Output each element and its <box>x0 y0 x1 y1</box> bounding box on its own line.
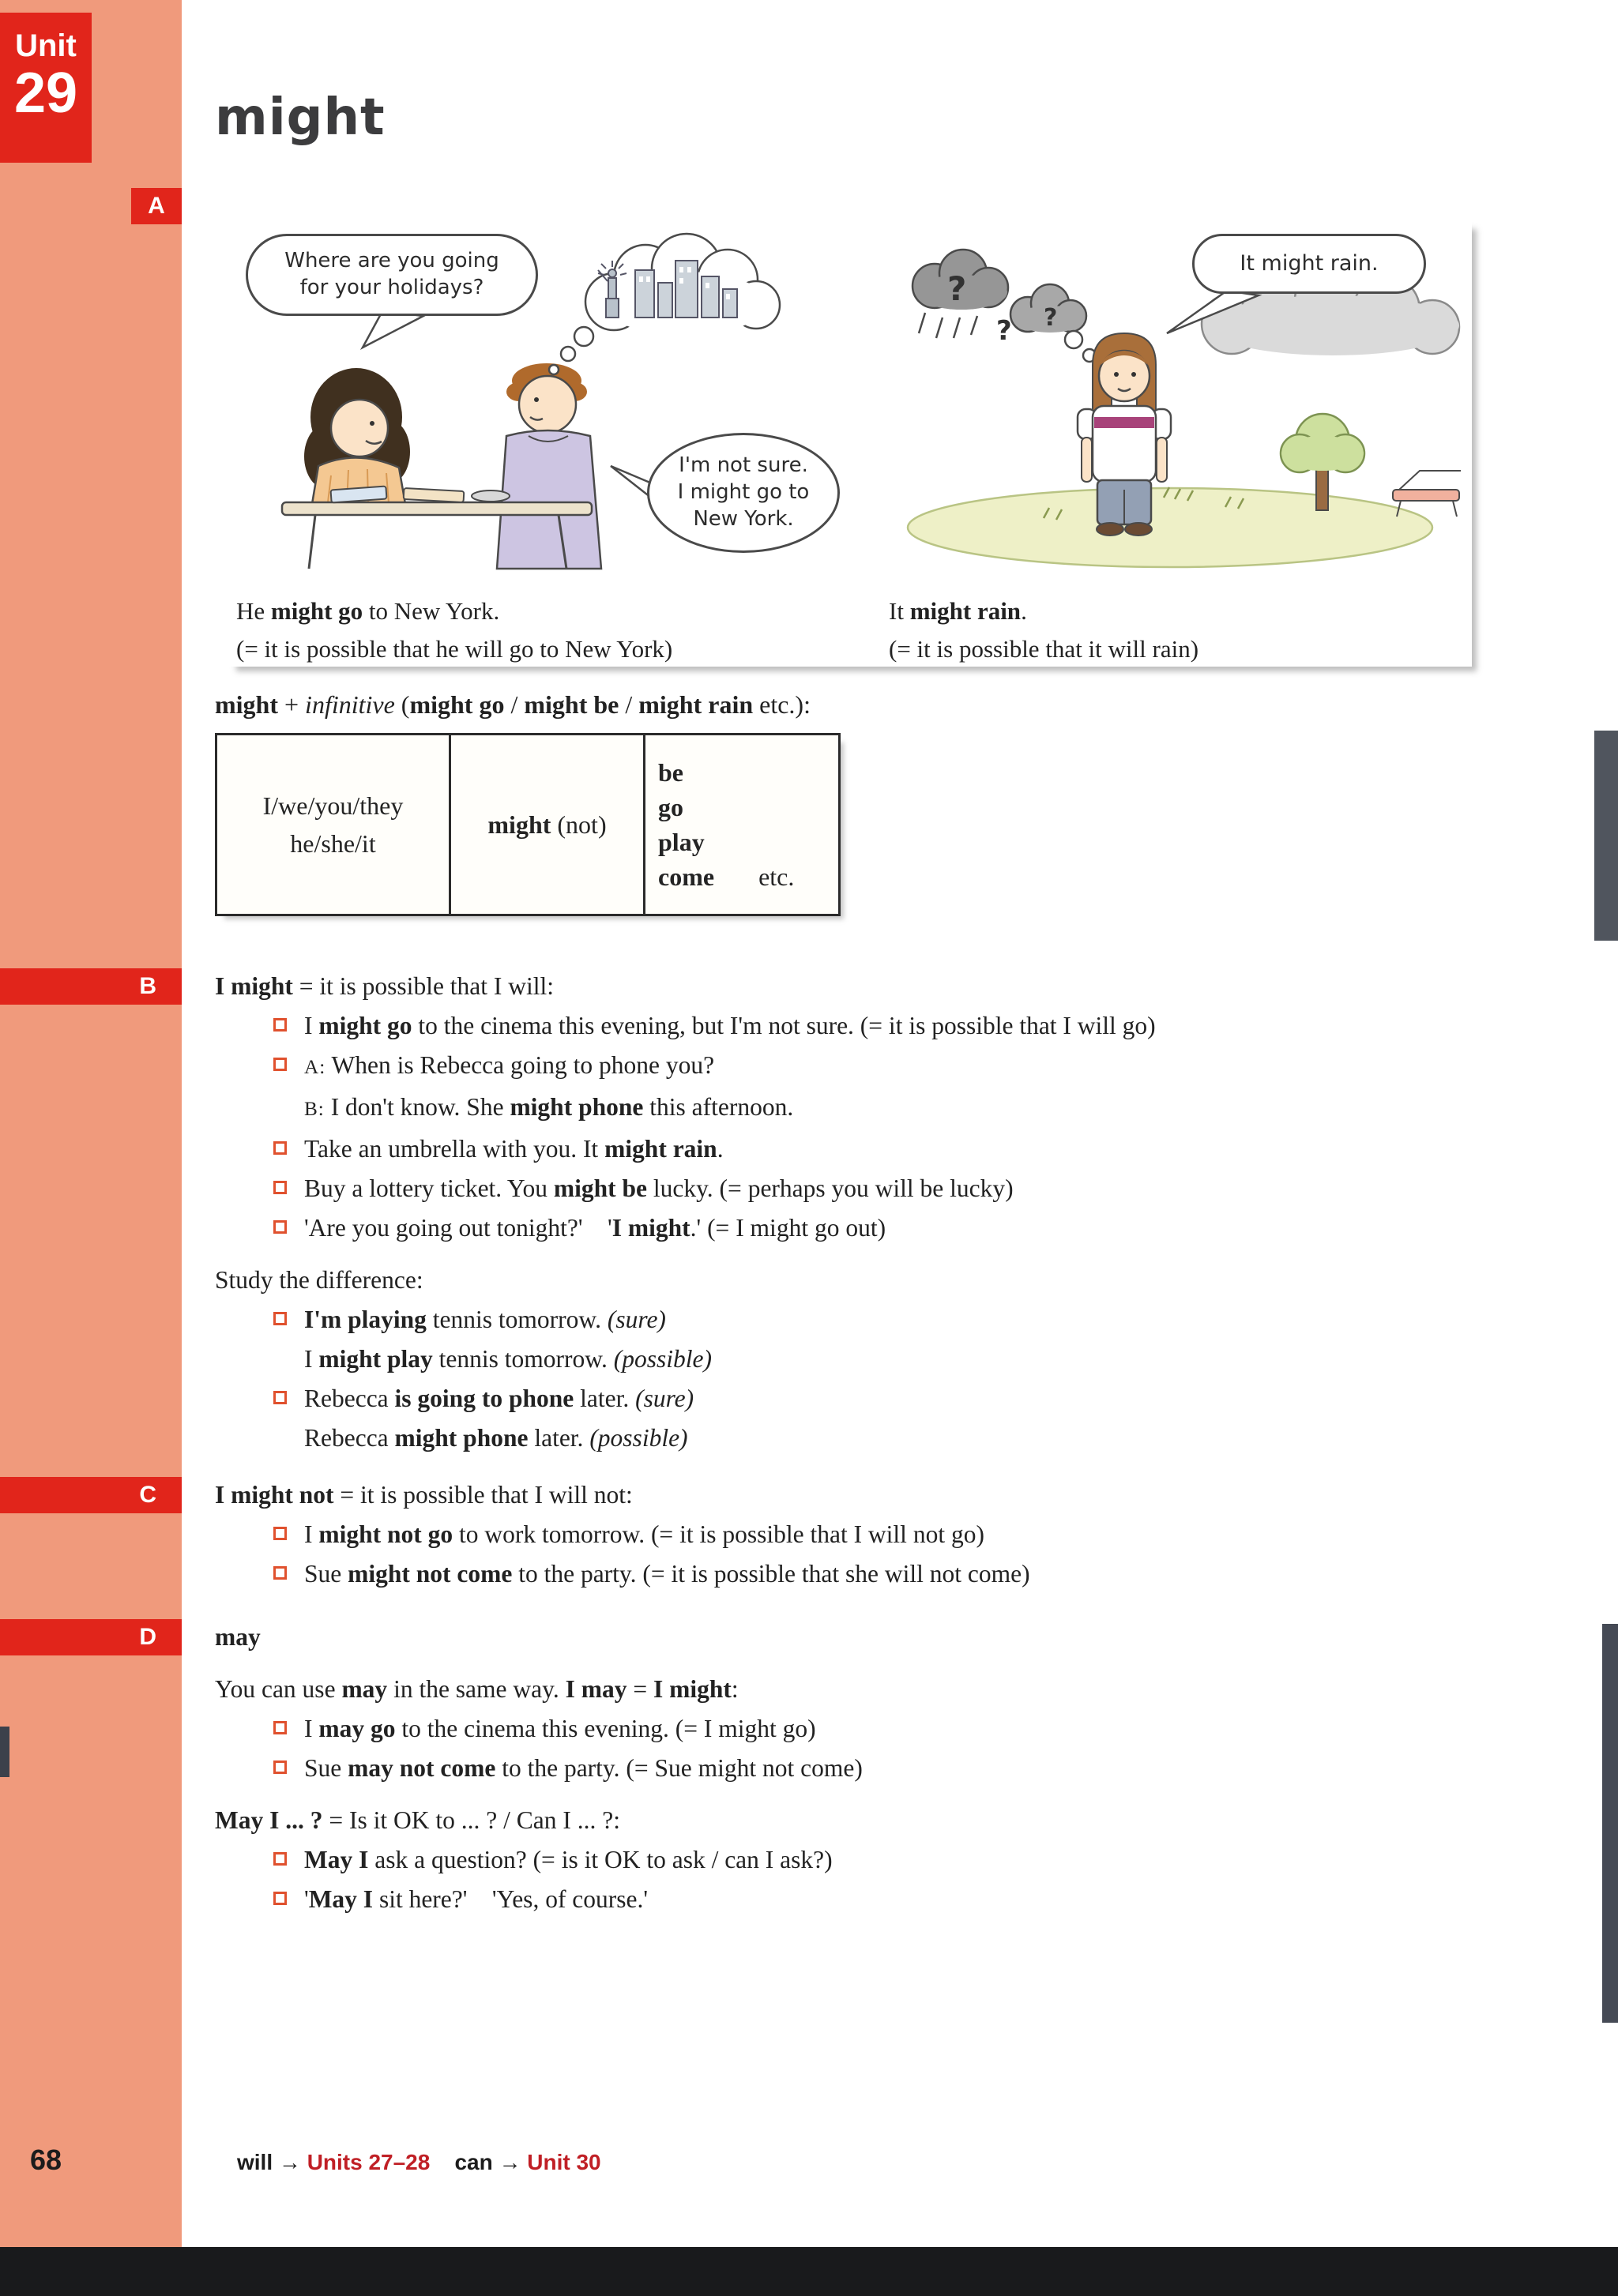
study-difference-bullets <box>273 1300 1495 1458</box>
bullet-item: I might go to the cinema this evening, but I'm not sure. (= it is possible that I will go) <box>273 1006 1495 1046</box>
caption-left <box>236 592 672 668</box>
bullet-item: Sue might not come to the party. (= it is possible that she will not come) <box>273 1554 1495 1594</box>
bullet-item: 'May I sit here?' 'Yes, of course.' <box>273 1880 1495 1919</box>
section-letter-a: A <box>148 193 165 219</box>
speech-tail <box>363 311 423 348</box>
unit-badge <box>0 13 92 163</box>
cartoon-holidays <box>236 229 854 570</box>
bullet-continuation: B: I don't know. She might phone this afternoon. <box>304 1093 794 1121</box>
bullet-square-icon <box>273 1391 287 1404</box>
section-tab-d <box>0 1619 182 1655</box>
bullet-continuation: I might play tennis tomorrow. (possible) <box>304 1345 712 1373</box>
bullet-continuation: Rebecca might phone later. (possible) <box>304 1424 688 1452</box>
study-difference-label: Study the difference: <box>215 1266 423 1294</box>
section-b <box>215 967 1495 1458</box>
section-tab-a <box>131 188 182 224</box>
page-edge-shadow <box>1602 1624 1618 2023</box>
grammar-table <box>215 733 841 916</box>
bullet-item: I might not go to work tomorrow. (= it is possible that I will not go) <box>273 1515 1495 1554</box>
illustration-panel <box>225 218 1472 667</box>
bullet-square-icon <box>273 1018 287 1032</box>
bullet-square-icon <box>273 1527 287 1540</box>
bullet-item: Take an umbrella with you. It might rain. <box>273 1129 1495 1169</box>
subjects-line: he/she/it <box>290 829 376 858</box>
caption-right <box>889 592 1198 668</box>
section-d <box>215 1618 1495 1919</box>
section-tab-c <box>0 1477 182 1513</box>
section-d-heading: may <box>215 1623 261 1651</box>
page-bottom-bar <box>0 2247 1618 2296</box>
man-figure <box>497 363 601 569</box>
bullet-item: May I ask a question? (= is it OK to ask / can I ask?) <box>273 1840 1495 1880</box>
page-edge-shadow <box>0 1727 9 1777</box>
bullet-item: Rebecca is going to phone later. (sure) <box>273 1379 1495 1419</box>
caption-line: He might go to New York. <box>236 597 500 625</box>
bullet-item: Buy a lottery ticket. You might be lucky. (= perhaps you will be lucky) <box>273 1169 1495 1208</box>
table-subjects-cell <box>217 735 451 914</box>
bullet-item: I'm playing tennis tomorrow. (sure) <box>273 1300 1495 1340</box>
section-c-heading: I might not = it is possible that I will not: <box>215 1481 633 1509</box>
subjects-line: I/we/you/they <box>262 791 404 820</box>
bullet-item: A: When is Rebecca going to phone you? <box>273 1046 1495 1088</box>
bullet-square-icon <box>273 1721 287 1734</box>
caption-line: (= it is possible that he will go to New York) <box>236 635 673 663</box>
caption-line: It might rain. <box>889 597 1027 625</box>
section-c <box>215 1475 1495 1594</box>
verb-form: play <box>658 828 705 856</box>
bullet-square-icon <box>273 1566 287 1580</box>
section-b-heading: I might = it is possible that I will: <box>215 972 555 1000</box>
question-mark: ? <box>947 269 967 308</box>
section-d-bullets-2 <box>273 1840 1495 1919</box>
thought-bubble <box>585 234 780 335</box>
table-modal-cell <box>451 735 645 914</box>
verb-form <box>658 859 838 894</box>
may-intro: You can use may in the same way. I may = I might: <box>215 1675 739 1703</box>
bullet-square-icon <box>273 1852 287 1866</box>
verb-form: be <box>658 758 683 787</box>
section-letter-b: B <box>139 973 156 999</box>
woman-figure <box>304 368 410 504</box>
cartoon-rain <box>886 229 1462 570</box>
bullet-item: I may go to the cinema this evening. (= I might go) <box>273 1709 1495 1749</box>
bullet-square-icon <box>273 1312 287 1325</box>
bullet-square-icon <box>273 1220 287 1234</box>
bullet-square-icon <box>273 1058 287 1071</box>
bullet-item: 'Are you going out tonight?' 'I might.' (= I might go out) <box>273 1208 1495 1248</box>
cross-reference-footer: will → Units 27–28 can → Unit 30 <box>237 2150 601 2174</box>
page-edge-shadow <box>1594 731 1618 941</box>
verb-come: come <box>658 862 715 891</box>
page-number: 68 <box>30 2144 62 2176</box>
thought-dots <box>549 327 593 374</box>
speech-bubble-it-might-rain: It might rain. <box>1192 234 1426 294</box>
bullet-square-icon <box>273 1892 287 1905</box>
table-verbs-cell <box>645 735 838 914</box>
section-d-bullets-1 <box>273 1709 1495 1788</box>
unit-number: 29 <box>13 62 78 125</box>
grass <box>908 487 1432 567</box>
bullet-square-icon <box>273 1761 287 1774</box>
section-c-bullets <box>273 1515 1495 1594</box>
question-mark: ? <box>996 315 1012 347</box>
caption-line: (= it is possible that it will rain) <box>889 635 1199 663</box>
bullet-square-icon <box>273 1141 287 1155</box>
question-mark: ? <box>1044 304 1058 332</box>
bullet-item: Sue may not come to the party. (= Sue might not come) <box>273 1749 1495 1788</box>
section-letter-d: D <box>139 1624 156 1650</box>
grammar-pattern-line: might + infinitive (might go / might be / might rain etc.): <box>215 690 811 719</box>
etc-label: etc. <box>758 862 795 891</box>
modal-text: might (not) <box>487 810 607 839</box>
verb-form: go <box>658 793 683 821</box>
page-title: might <box>215 88 386 147</box>
unit-label: Unit <box>15 28 77 63</box>
section-letter-c: C <box>139 1482 156 1508</box>
speech-bubble-holidays-question: Where are you going for your holidays? <box>246 234 538 316</box>
sidebar <box>0 0 182 2247</box>
may-i-intro: May I ... ? = Is it OK to ... ? / Can I ... ?: <box>215 1806 620 1834</box>
speech-bubble-not-sure: I'm not sure. I might go to New York. <box>647 433 840 553</box>
bullet-square-icon <box>273 1181 287 1194</box>
section-b-bullets <box>273 1006 1495 1248</box>
section-tab-b <box>0 968 182 1005</box>
